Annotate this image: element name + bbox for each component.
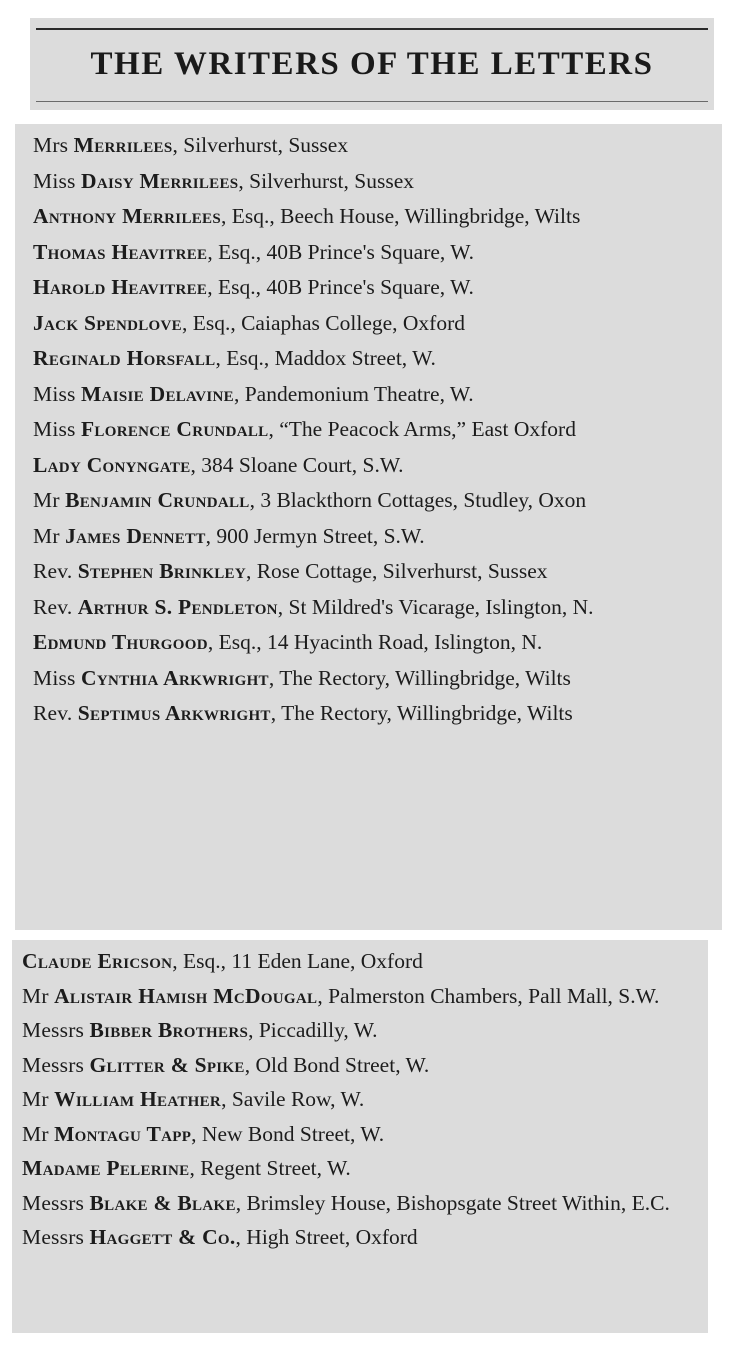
writer-name: Thomas Heavitree: [33, 239, 208, 264]
writer-prefix: Rev.: [33, 701, 73, 725]
writer-entry: [22, 946, 698, 977]
writer-address: , 384 Sloane Court, S.W.: [190, 452, 404, 477]
writer-entry: [22, 1153, 698, 1184]
writer-name: Benjamin Crundall: [65, 488, 250, 512]
writer-address: , Brimsley House, Bishopsgate Street Within, E.C.: [235, 1190, 670, 1215]
writer-entry: [22, 1015, 698, 1046]
writer-name: Lady Conyngate: [33, 452, 191, 477]
writer-address: , Silverhurst, Sussex: [238, 168, 414, 193]
writer-address: , Esq., Caiaphas College, Oxford: [181, 310, 465, 335]
writer-address: , Esq., 11 Eden Lane, Oxford: [172, 949, 423, 973]
writer-address: , Old Bond Street, W.: [244, 1052, 430, 1077]
writer-address: , Regent Street, W.: [189, 1156, 351, 1180]
writer-address: , Piccadilly, W.: [248, 1018, 378, 1042]
writer-entry: [22, 1222, 698, 1253]
writer-entry: [22, 1050, 698, 1081]
writer-address: , The Rectory, Willingbridge, Wilts: [270, 701, 573, 725]
letter-writers-list-1: [15, 124, 722, 930]
writer-name: Glitter & Spike: [89, 1052, 245, 1077]
title-top-rule: [36, 28, 708, 30]
writer-entry: [22, 981, 698, 1012]
writer-name: Merrilees: [73, 133, 173, 157]
writer-entry: [33, 485, 708, 516]
writer-prefix: Mr: [33, 523, 60, 548]
writer-prefix: Mr: [22, 1121, 49, 1146]
writer-name: Stephen Brinkley: [77, 559, 246, 583]
writer-entry: [33, 663, 708, 694]
writer-entry: [33, 627, 708, 658]
writer-address: , Esq., Maddox Street, W.: [215, 346, 436, 370]
writer-prefix: Miss: [33, 381, 76, 406]
writer-name: Bibber Brothers: [89, 1018, 249, 1042]
writer-address: , Esq., 40B Prince's Square, W.: [207, 239, 474, 264]
writer-entry: [33, 379, 708, 410]
writer-prefix: Mr: [22, 1087, 49, 1111]
writer-name: Blake & Blake: [89, 1190, 236, 1215]
writer-prefix: Mr: [33, 488, 60, 512]
writer-address: , Esq., Beech House, Willingbridge, Wilts: [221, 204, 581, 228]
writer-entry: [33, 308, 708, 339]
writer-entry: [33, 414, 708, 445]
writer-address: , Silverhurst, Sussex: [172, 133, 349, 157]
writer-entry: [33, 272, 708, 303]
writer-name: James Dennett: [65, 523, 206, 548]
writer-address: , Esq., 14 Hyacinth Road, Islington, N.: [207, 630, 543, 654]
writer-address: , St Mildred's Vicarage, Islington, N.: [277, 594, 594, 619]
writer-name: Haggett & Co.: [89, 1225, 236, 1249]
page-title: THE WRITERS OF THE LETTERS: [90, 46, 654, 82]
writer-entry: [22, 1084, 698, 1115]
writer-prefix: Miss: [33, 417, 76, 441]
writer-name: William Heather: [54, 1087, 222, 1111]
writer-prefix: Messrs: [22, 1052, 85, 1077]
writer-address: , New Bond Street, W.: [191, 1121, 385, 1146]
writer-name: Montagu Tapp: [54, 1121, 192, 1146]
writer-entry: [33, 521, 708, 552]
writer-prefix: Mr: [22, 983, 49, 1008]
letter-writers-list-2: [12, 940, 708, 1333]
writer-name: Anthony Merrilees: [33, 204, 221, 228]
writer-address: , Rose Cottage, Silverhurst, Sussex: [245, 559, 548, 583]
writer-address: , High Street, Oxford: [235, 1225, 418, 1249]
writer-name: Alistair Hamish McDougal: [54, 983, 318, 1008]
writer-entry: [22, 1119, 698, 1150]
writer-name: Jack Spendlove: [33, 310, 182, 335]
writer-address: , 3 Blackthorn Cottages, Studley, Oxon: [249, 488, 587, 512]
writer-name: Florence Crundall: [81, 417, 269, 441]
writer-name: Edmund Thurgood: [33, 630, 208, 654]
writer-prefix: Messrs: [22, 1225, 85, 1249]
writer-name: Maisie Delavine: [81, 381, 234, 406]
writer-address: , Pandemonium Theatre, W.: [233, 381, 474, 406]
writer-name: Madame Pelerine: [22, 1156, 190, 1180]
writer-address: , 900 Jermyn Street, S.W.: [205, 523, 425, 548]
writer-name: Cynthia Arkwright: [81, 665, 269, 690]
writer-prefix: Rev.: [33, 594, 73, 619]
writer-entry: [22, 1188, 698, 1219]
writer-prefix: Messrs: [22, 1190, 85, 1215]
writer-name: Daisy Merrilees: [81, 168, 239, 193]
writer-entry: [33, 592, 708, 623]
writer-prefix: Mrs: [33, 133, 69, 157]
writer-address: , “The Peacock Arms,” East Oxford: [268, 417, 576, 441]
writer-name: Reginald Horsfall: [33, 346, 216, 370]
writer-entry: [33, 166, 708, 197]
writer-entry: [33, 698, 708, 729]
writer-entry: [33, 130, 708, 161]
writer-name: Arthur S. Pendleton: [77, 594, 278, 619]
writer-prefix: Miss: [33, 665, 76, 690]
writer-address: , Palmerston Chambers, Pall Mall, S.W.: [317, 983, 660, 1008]
writer-address: , Savile Row, W.: [221, 1087, 365, 1111]
writer-entry: [33, 201, 708, 232]
writer-entry: [33, 343, 708, 374]
title-banner: [30, 18, 714, 110]
writer-name: Septimus Arkwright: [77, 701, 271, 725]
writer-name: Claude Ericson: [22, 949, 173, 973]
writer-prefix: Miss: [33, 168, 76, 193]
title-bottom-rule: [36, 101, 708, 102]
writer-name: Harold Heavitree: [33, 275, 208, 299]
writer-entry: [33, 237, 708, 268]
writer-entry: [33, 450, 708, 481]
writer-address: , Esq., 40B Prince's Square, W.: [207, 275, 474, 299]
writer-prefix: Rev.: [33, 559, 73, 583]
writer-entry: [33, 556, 708, 587]
writer-address: , The Rectory, Willingbridge, Wilts: [268, 665, 571, 690]
writer-prefix: Messrs: [22, 1018, 85, 1042]
